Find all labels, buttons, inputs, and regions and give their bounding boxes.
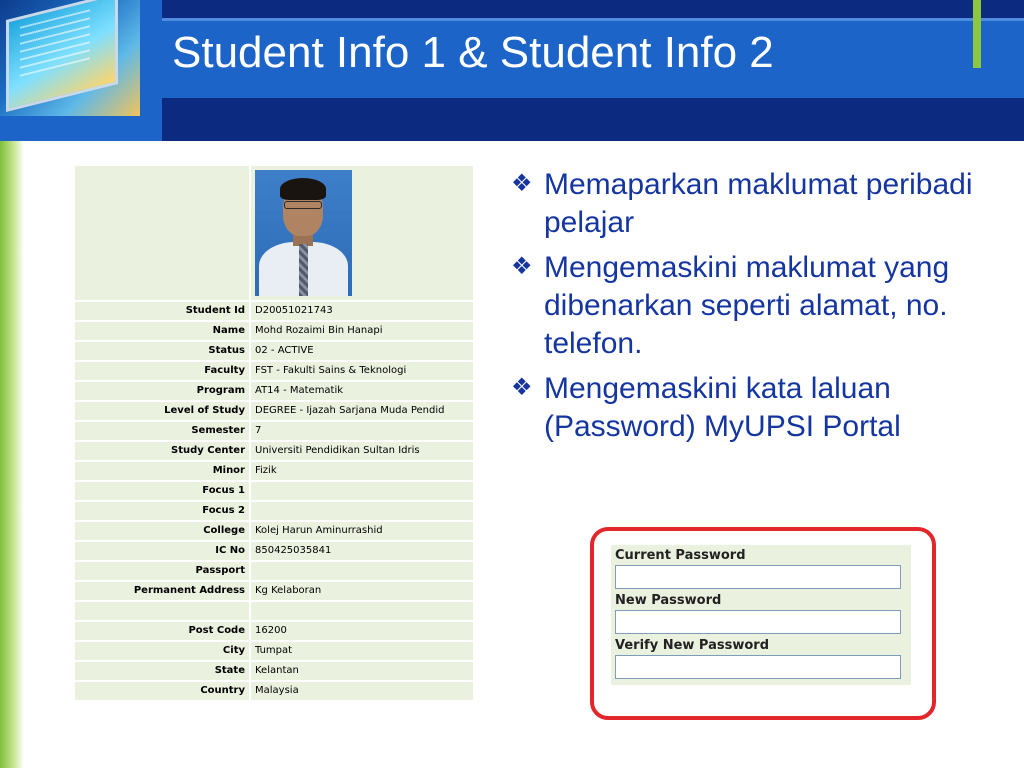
diamond-bullet-icon: ❖ [511, 170, 533, 197]
photo-hair [280, 178, 326, 200]
table-row [75, 322, 473, 342]
row-value [251, 602, 473, 620]
password-form [611, 545, 911, 685]
row-value: DEGREE - Ijazah Sarjana Muda Pendid [251, 402, 473, 420]
row-label: Faculty [75, 362, 251, 380]
photo-tie [299, 244, 308, 296]
table-row [75, 682, 473, 702]
table-row [75, 482, 473, 502]
row-label [75, 602, 251, 620]
row-value: 16200 [251, 622, 473, 640]
row-label: Semester [75, 422, 251, 440]
table-row [75, 662, 473, 682]
table-row [75, 362, 473, 382]
row-value: Fizik [251, 462, 473, 480]
row-label: Status [75, 342, 251, 360]
left-green-stripe [0, 141, 24, 768]
table-row [75, 302, 473, 322]
row-value: FST - Fakulti Sains & Teknologi [251, 362, 473, 380]
student-info-table [75, 166, 473, 702]
bullet-item [511, 166, 1021, 242]
row-label: IC No [75, 542, 251, 560]
row-label: Minor [75, 462, 251, 480]
row-label: State [75, 662, 251, 680]
row-value: 7 [251, 422, 473, 440]
table-row [75, 522, 473, 542]
photo-cell [251, 166, 473, 300]
row-value: Mohd Rozaimi Bin Hanapi [251, 322, 473, 340]
row-value: Malaysia [251, 682, 473, 700]
row-value: AT14 - Matematik [251, 382, 473, 400]
bullet-text: Mengemaskini maklumat yang dibenarkan seperti alamat, no. telefon. [544, 251, 950, 360]
row-label: Permanent Address [75, 582, 251, 600]
bullet-text: Mengemaskini kata laluan (Password) MyUPSI Portal [544, 372, 901, 443]
diamond-bullet-icon: ❖ [511, 374, 533, 401]
row-label: City [75, 642, 251, 660]
student-photo [255, 170, 352, 296]
row-value [251, 482, 473, 500]
photo-row [75, 166, 473, 302]
row-label: Name [75, 322, 251, 340]
table-row [75, 542, 473, 562]
row-value [251, 562, 473, 580]
verify-password-label: Verify New Password [615, 638, 770, 653]
row-value: 02 - ACTIVE [251, 342, 473, 360]
table-row [75, 502, 473, 522]
table-row [75, 442, 473, 462]
row-label: Student Id [75, 302, 251, 320]
row-label: Focus 2 [75, 502, 251, 520]
table-row [75, 622, 473, 642]
diamond-bullet-icon: ❖ [511, 253, 533, 280]
row-label: College [75, 522, 251, 540]
row-label: Focus 1 [75, 482, 251, 500]
bullet-item [511, 370, 1021, 446]
row-label: Country [75, 682, 251, 700]
row-value: Tumpat [251, 642, 473, 660]
bullet-text: Memaparkan maklumat peribadi pelajar [544, 168, 973, 239]
row-label: Level of Study [75, 402, 251, 420]
header-highlight-line [162, 18, 1024, 21]
row-value: D20051021743 [251, 302, 473, 320]
computer-monitor-icon [0, 0, 140, 116]
row-value: Kg Kelaboran [251, 582, 473, 600]
verify-password-input[interactable] [615, 655, 901, 679]
row-label: Post Code [75, 622, 251, 640]
table-row [75, 382, 473, 402]
table-row [75, 342, 473, 362]
table-row [75, 642, 473, 662]
current-password-input[interactable] [615, 565, 901, 589]
table-row [75, 422, 473, 442]
new-password-input[interactable] [615, 610, 901, 634]
table-row [75, 402, 473, 422]
info-rows [75, 302, 473, 702]
row-value: Kelantan [251, 662, 473, 680]
photo-label-cell [75, 166, 251, 300]
row-value: Kolej Harun Aminurrashid [251, 522, 473, 540]
table-row [75, 462, 473, 482]
new-password-label: New Password [615, 593, 722, 608]
row-value: 850425035841 [251, 542, 473, 560]
row-value: Universiti Pendidikan Sultan Idris [251, 442, 473, 460]
current-password-label: Current Password [615, 548, 746, 563]
row-label: Study Center [75, 442, 251, 460]
row-value [251, 502, 473, 520]
table-row [75, 562, 473, 582]
photo-glasses [284, 201, 322, 209]
table-row [75, 602, 473, 622]
top-green-accent [973, 0, 981, 68]
bullet-list [511, 166, 1021, 453]
table-row [75, 582, 473, 602]
row-label: Program [75, 382, 251, 400]
row-label: Passport [75, 562, 251, 580]
slide-title: Student Info 1 & Student Info 2 [172, 28, 774, 77]
bullet-item [511, 249, 1021, 363]
